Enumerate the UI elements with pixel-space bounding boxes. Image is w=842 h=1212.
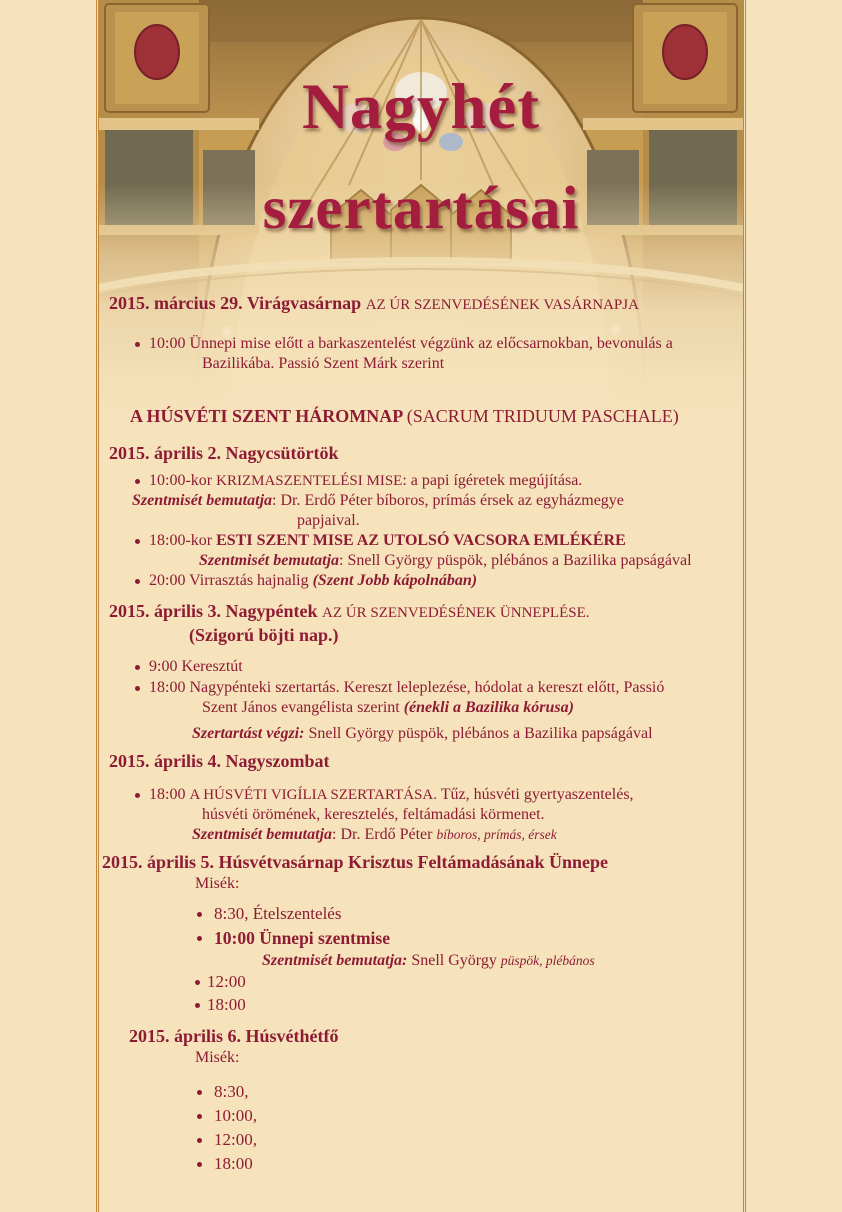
schedule-line: [262, 951, 743, 971]
text-segment: Bazilikába. Passió Szent Márk szerint: [202, 355, 445, 372]
schedule-line: [132, 491, 743, 511]
bullet-item: [149, 657, 743, 677]
text-segment: 12:00,: [214, 1130, 257, 1149]
text-segment: KRIZMASZENTELÉSI MISE: [216, 473, 403, 489]
schedule-line: [192, 724, 743, 744]
text-segment: (Szigorú böjti nap.): [189, 625, 339, 645]
document-container: [96, 0, 746, 1212]
schedule-line: [202, 354, 743, 374]
bullet-item: [214, 1105, 743, 1128]
text-segment: : a papi ígéretek megújítása.: [402, 472, 583, 489]
schedule-section: [99, 442, 743, 591]
text-segment: Szentmisét bemutatja: [132, 492, 273, 509]
schedule-section: [99, 1025, 743, 1176]
text-segment: 12:00: [207, 972, 246, 991]
text-segment: 20:00 Virrasztás hajnalig: [149, 572, 313, 589]
text-segment: 18:00 Nagypénteki szertartás. Kereszt leleplezése, hódolat a kereszt előtt, Passió: [149, 679, 665, 696]
text-segment: Snell György: [407, 952, 501, 969]
text-segment: 2015. április 2. Nagycsütörtök: [109, 443, 339, 463]
schedule-line: [199, 551, 743, 571]
text-segment: AZ ÚR SZENVEDÉSÉNEK VASÁRNAPJA: [365, 297, 639, 313]
text-segment: bíboros, prímás, érsek: [436, 827, 557, 842]
bullet-item: [214, 903, 743, 926]
text-segment: ESTI SZENT MISE AZ UTOLSÓ VACSORA EMLÉKÉRE: [216, 532, 626, 549]
text-segment: AZ ÚR SZENVEDÉSÉNEK ÜNNEPLÉSE.: [322, 605, 590, 621]
text-segment: 2015. április 4. Nagyszombat: [109, 751, 330, 771]
text-segment: 10:00 Ünnepi mise előtt a barkaszentelést végzünk az előcsarnokban, bevonulás a: [149, 335, 673, 352]
bullet-item: [149, 678, 743, 698]
schedule-line: [297, 511, 743, 531]
text-segment: Snell György püspök, plébános a Bazilika papságával: [304, 725, 653, 742]
schedule-section: [99, 750, 743, 845]
text-segment: Szentmisét bemutatja:: [262, 952, 408, 969]
text-segment: papjaival.: [297, 512, 360, 529]
text-segment: 2015. április 6. Húsvéthétfő: [129, 1026, 339, 1046]
text-segment: (SACRUM TRIDUUM PASCHALE): [406, 406, 679, 426]
text-segment: (Szent Jobb kápolnában): [312, 572, 478, 589]
schedule-line: [202, 805, 743, 825]
schedule: [99, 0, 743, 1212]
text-segment: 8:30, Ételszentelés: [214, 904, 342, 923]
text-segment: 10:00 Ünnepi szentmise: [214, 928, 390, 948]
schedule-line: [202, 698, 743, 718]
text-segment: Misék:: [195, 1049, 240, 1066]
schedule-line: [189, 625, 743, 647]
text-segment: 2015. április 5. Húsvétvasárnap Krisztus Feltámadásának Ünnepe: [102, 852, 609, 872]
bullet-item: [214, 927, 743, 951]
schedule-line: [192, 825, 743, 845]
bullet-item: [149, 471, 743, 491]
section-heading: [109, 600, 743, 625]
text-segment: Szertartást végzi:: [192, 725, 305, 742]
text-segment: Szentmisét bemutatja: [192, 826, 333, 843]
text-segment: 2015. április 3. Nagypéntek: [109, 601, 323, 621]
bullet-item: [149, 531, 743, 551]
text-segment: 18:00-kor: [149, 532, 217, 549]
text-segment: : Dr. Erdő Péter: [332, 826, 437, 843]
text-segment: 18:00: [214, 1154, 253, 1173]
bullet-item: [214, 1153, 743, 1176]
text-segment: püspök, plébános: [500, 953, 595, 968]
text-segment: 9:00 Keresztút: [149, 658, 243, 675]
text-segment: 10:00-kor: [149, 472, 217, 489]
text-segment: : Snell György püspök, plébános a Bazilika papságával: [339, 552, 692, 569]
section-heading: [109, 292, 743, 317]
bullet-item: [149, 334, 743, 354]
text-segment: A HÚSVÉTI VIGÍLIA SZERTARTÁSA.: [189, 787, 438, 803]
section-heading: [109, 750, 743, 773]
page-title-line2: szertartásai: [262, 175, 580, 242]
schedule-section: [99, 851, 743, 1017]
schedule-section: [99, 600, 743, 744]
text-segment: : Dr. Erdő Péter bíboros, prímás érsek az egyházmegye: [272, 492, 624, 509]
schedule-line: [195, 1048, 743, 1068]
schedule-line: [195, 874, 743, 894]
bullet-item: [214, 1081, 743, 1104]
text-segment: 10:00,: [214, 1106, 257, 1125]
schedule-section: [99, 292, 743, 374]
text-segment: 18:00: [207, 995, 246, 1014]
text-segment: 18:00: [149, 786, 190, 803]
text-segment: húsvéti örömének, keresztelés, feltámadási körmenet.: [202, 806, 545, 823]
text-segment: Szentmisét bemutatja: [199, 552, 340, 569]
text-segment: A HÚSVÉTI SZENT HÁROMNAP: [130, 406, 407, 426]
text-segment: (énekli a Bazilika kórusa): [403, 699, 574, 716]
section-heading: [129, 1025, 743, 1048]
schedule-section: [99, 405, 743, 428]
bullet-item: [214, 1129, 743, 1152]
page-title-line1: Nagyhét: [301, 71, 541, 143]
text-segment: Szent János evangélista szerint: [202, 699, 404, 716]
section-heading: [109, 442, 743, 465]
section-heading: [130, 405, 743, 428]
bullet-item: [149, 785, 743, 805]
section-heading: [102, 851, 743, 874]
bullet-item: [207, 994, 743, 1017]
text-segment: 2015. március 29. Virágvasárnap: [109, 293, 366, 313]
text-segment: 8:30,: [214, 1082, 249, 1101]
bullet-item: [149, 571, 743, 591]
text-segment: Misék:: [195, 875, 240, 892]
text-segment: Tűz, húsvéti gyertyaszentelés,: [437, 786, 634, 803]
bullet-item: [207, 971, 743, 994]
